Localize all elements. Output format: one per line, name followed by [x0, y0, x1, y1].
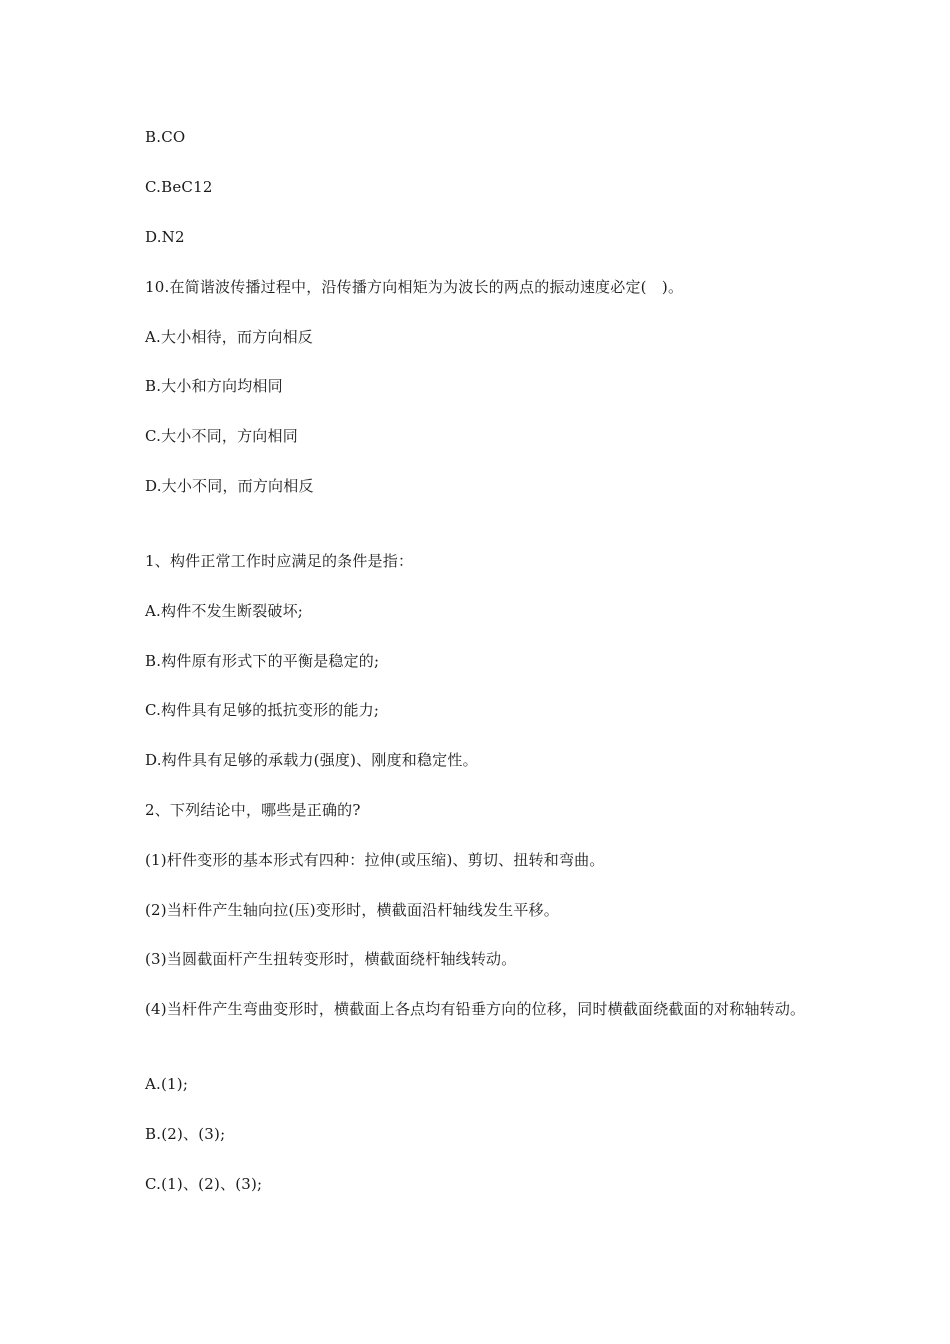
- question-10-option-b: B.大小和方向均相同: [145, 377, 283, 395]
- question-1-option-b: B.构件原有形式下的平衡是稳定的;: [145, 652, 380, 670]
- question-2-option-c: C.(1)、(2)、(3);: [145, 1175, 263, 1193]
- option-d-n2: D.N2: [145, 228, 185, 246]
- question-1-option-c: C.构件具有足够的抵抗变形的能力;: [145, 701, 380, 719]
- statement-2: (2)当杆件产生轴向拉(压)变形时，横截面沿杆轴线发生平移。: [145, 901, 559, 919]
- question-10-option-c: C.大小不同，方向相同: [145, 427, 298, 445]
- statement-1: (1)杆件变形的基本形式有四种：拉伸(或压缩)、剪切、扭转和弯曲。: [145, 851, 605, 869]
- statement-3: (3)当圆截面杆产生扭转变形时，横截面绕杆轴线转动。: [145, 950, 517, 968]
- option-c-bec12: C.BeC12: [145, 178, 213, 196]
- question-2: 2、下列结论中，哪些是正确的?: [145, 801, 361, 819]
- question-1-option-a: A.构件不发生断裂破坏;: [145, 602, 304, 620]
- statement-4: (4)当杆件产生弯曲变形时，横截面上各点均有铅垂方向的位移，同时横截面绕截面的对称轴转动。: [145, 1000, 806, 1018]
- question-10: 10.在简谐波传播过程中，沿传播方向相矩为为波长的两点的振动速度必定( )。: [145, 278, 684, 296]
- question-2-option-a: A.(1);: [145, 1075, 189, 1093]
- question-10-option-d: D.大小不同，而方向相反: [145, 477, 314, 495]
- question-1: 1、构件正常工作时应满足的条件是指：: [145, 552, 414, 570]
- question-10-option-a: A.大小相待，而方向相反: [145, 328, 314, 346]
- question-2-option-b: B.(2)、(3);: [145, 1125, 226, 1143]
- question-1-option-d: D.构件具有足够的承载力(强度)、刚度和稳定性。: [145, 751, 478, 769]
- option-b-co: B.CO: [145, 128, 186, 146]
